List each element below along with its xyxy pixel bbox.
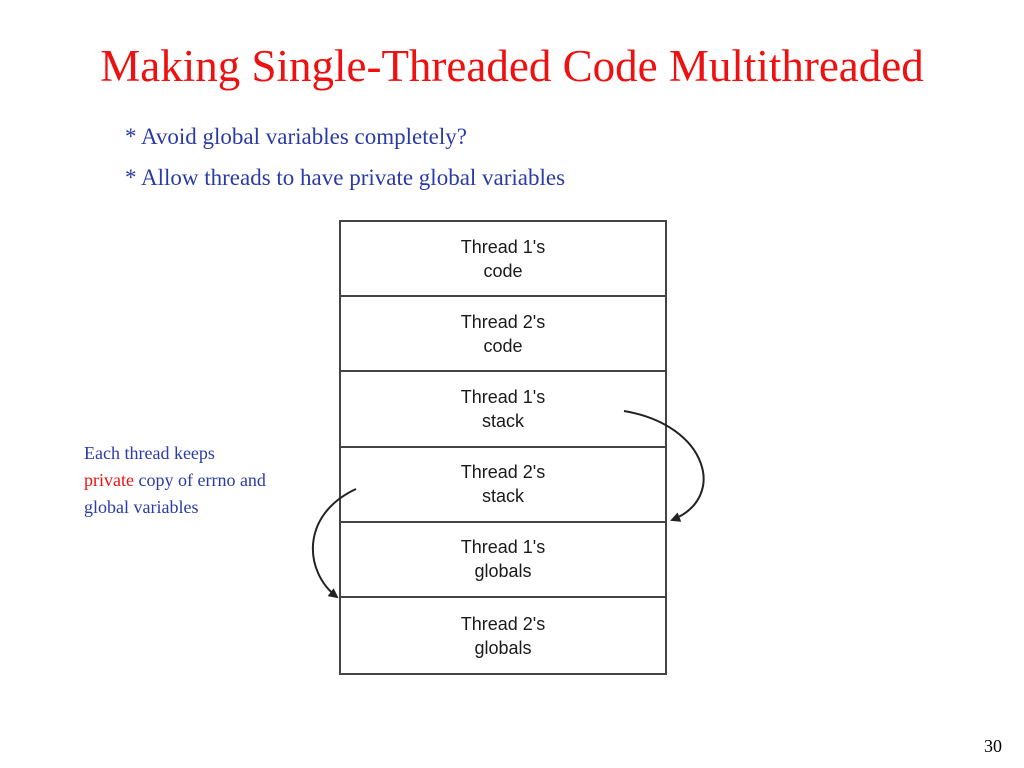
block-label: Thread 2's code: [460, 311, 546, 356]
block-label: Thread 1's globals: [460, 537, 546, 582]
block-label: Thread 1's code: [460, 236, 546, 281]
bullet-private-globals: * Allow threads to have private global variables: [125, 165, 566, 190]
note-highlight: private: [84, 470, 134, 490]
note-line2: copy of errno and: [133, 470, 266, 490]
thread2-stack-to-globals-arrow: [313, 489, 356, 597]
note-line1: Each thread keeps: [84, 443, 215, 463]
bullet-avoid-globals: * Avoid global variables completely?: [125, 124, 467, 149]
block-label: Thread 2's stack: [460, 462, 546, 507]
note-line3: global variables: [84, 497, 199, 517]
thread1-stack-to-globals-arrow: [624, 411, 704, 520]
block-label: Thread 1's stack: [460, 386, 546, 431]
page-number: 30: [984, 736, 1002, 756]
slide-title: Making Single-Threaded Code Multithreaded: [100, 41, 924, 91]
block-label: Thread 2's globals: [460, 613, 546, 658]
